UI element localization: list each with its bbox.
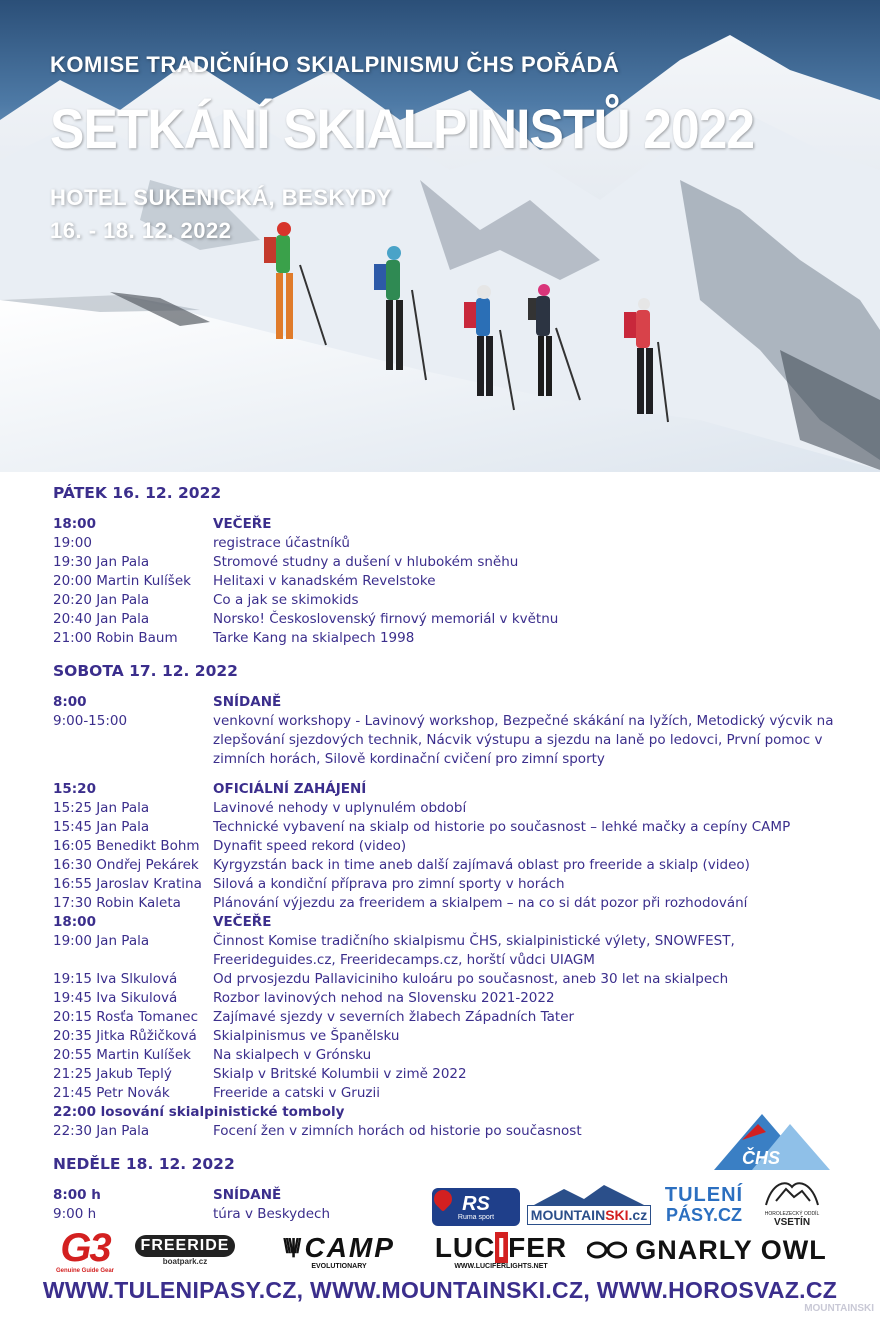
schedule-row: 22:00 losování skialpinistické tomboly: [53, 1104, 345, 1120]
schedule-row: 19:00 Jan Pala Činnost Komise tradičního skialpismu ČHS, skialpinistické výlety, SNOWFEST, Freerideguides.cz, Freeridecamps.cz, horští vůdci UIAGM: [53, 933, 735, 968]
schedule-row: 17:30 Robin Kaleta Plánování výjezdu za freeridem a skialpem – na co si dát pozor při rozhodování: [53, 895, 748, 911]
event-venue: HOTEL SUKENICKÁ, BESKYDY: [50, 185, 392, 210]
lucifer-logo: LUCIFER WWW.LUCIFERLIGHTS.NET: [434, 1231, 568, 1270]
schedule-row: 9:00-15:00 venkovní workshopy - Lavinový workshop, Bezpečné skákání na lyžích, Metodický výcvik na zlepšování sjezdových technik, Nácvik výstupu a sjezdu na laně po ledovci, První pomoc v zimních horách, Silově kordinační cvičení pro zimní sporty: [53, 713, 834, 767]
vsetin-logo: HOROLEZECKÝ ODDÍL VSETÍN: [754, 1176, 830, 1228]
organizer-line: KOMISE TRADIČNÍHO SKIALPINISMU ČHS POŘÁDÁ: [50, 52, 620, 77]
tulenipasy-logo: TULENÍ PÁSY.CZ: [664, 1184, 744, 1225]
schedule-row: 20:55 Martin Kulíšek Na skialpech v Grónsku: [53, 1047, 372, 1063]
sponsor-logos: [0, 1110, 880, 1280]
mountainski-logo: MOUNTAINSKI.cz: [526, 1182, 652, 1228]
schedule-row: 20:00 Martin Kulíšek Helitaxi v kanadském Revelstoke: [53, 573, 436, 589]
rs-logo: RS Ruma sport: [432, 1188, 520, 1226]
schedule-row: 16:30 Ondřej Pekárek Kyrgyzstán back in time aneb další zajímavá oblast pro freeride a skialp (video): [53, 857, 750, 873]
day-title-sunday: NEDĚLE 18. 12. 2022: [53, 1155, 235, 1173]
hero-photo: [0, 0, 880, 472]
watermark: MOUNTAINSKI: [804, 1303, 874, 1314]
schedule-row: 21:45 Petr Novák Freeride a catski v Gruzii: [53, 1085, 380, 1101]
day-title-saturday: SOBOTA 17. 12. 2022: [53, 662, 238, 680]
camp-stripes-icon: \\\|//: [283, 1236, 299, 1258]
footer-urls: WWW.TULENIPASY.CZ, WWW.MOUNTAINSKI.CZ, WWW.HOROSVAZ.CZ: [42, 1277, 838, 1303]
schedule-row: 18:00 VEČEŘE: [53, 516, 272, 532]
schedule-row: 18:00 VEČEŘE: [53, 914, 272, 930]
schedule-row: 19:00 registrace účastníků: [53, 535, 350, 551]
schedule-row: 21:25 Jakub Teplý Skialp v Britské Kolumbii v zimě 2022: [53, 1066, 467, 1082]
camp-logo: \\\|// CAMP EVOLUTIONARY: [283, 1231, 395, 1270]
schedule-row: 8:00 SNÍDANĚ: [53, 694, 282, 710]
freeride-logo: FREERIDE boatpark.cz: [122, 1228, 248, 1272]
schedule-row: 20:20 Jan Pala Co a jak se skimokids: [53, 592, 359, 608]
schedule-row: 9:00 h túra v Beskydech: [53, 1206, 331, 1222]
schedule-row: 20:40 Jan Pala Norsko! Československý firnový memoriál v květnu: [53, 611, 559, 627]
day-title-friday: PÁTEK 16. 12. 2022: [53, 484, 222, 502]
event-title: SETKÁNÍ SKIALPINISTŮ 2022: [50, 97, 755, 160]
schedule-row: 19:30 Jan Pala Stromové studny a dušení v hlubokém sněhu: [53, 554, 519, 570]
schedule-row: 20:15 Rosťa Tomanec Zajímavé sjezdy v severních žlabech Západních Tater: [53, 1009, 575, 1025]
owl-eyes-icon: [587, 1240, 627, 1260]
event-dates: 16. - 18. 12. 2022: [50, 218, 232, 243]
schedule-row: 15:20 OFICIÁLNÍ ZAHÁJENÍ: [53, 781, 367, 797]
schedule-row: 19:45 Iva Sikulová Rozbor lavinových nehod na Slovensku 2021-2022: [53, 990, 555, 1006]
schedule-row: 22:30 Jan Pala Focení žen v zimních horách od historie po současnost: [53, 1123, 582, 1139]
vsetin-emblem-icon: [762, 1177, 822, 1211]
mountain-peak-icon: [534, 1185, 644, 1205]
schedule-row: 8:00 h SNÍDANĚ: [53, 1187, 282, 1203]
schedule-row: 21:00 Robin Baum Tarke Kang na skialpech 1998: [53, 630, 415, 646]
schedule-row: 19:15 Iva Slkulová Od prvosjezdu Pallaviciniho kuloáru po současnost, aneb 30 let na skialpech: [53, 971, 729, 987]
chs-logo: ČHS: [712, 1110, 832, 1172]
schedule-row: 20:35 Jitka Růžičková Skialpinismus ve Španělsku: [53, 1028, 400, 1044]
schedule-row: 16:55 Jaroslav Kratina Silová a kondiční příprava pro zimní sporty v horách: [53, 876, 565, 892]
g3-logo: G3 Genuine Guide Gear: [55, 1226, 114, 1274]
schedule-row: 15:25 Jan Pala Lavinové nehody v uplynulém období: [53, 800, 467, 816]
schedule-row: 16:05 Benedikt Bohm Dynafit speed rekord (video): [53, 838, 407, 854]
schedule-row: 15:45 Jan Pala Technické vybavení na skialp od historie po současnost – lehké mačky a cepíny CAMP: [53, 819, 791, 835]
gnarly-owl-logo: GNARLY OWL: [582, 1228, 832, 1272]
